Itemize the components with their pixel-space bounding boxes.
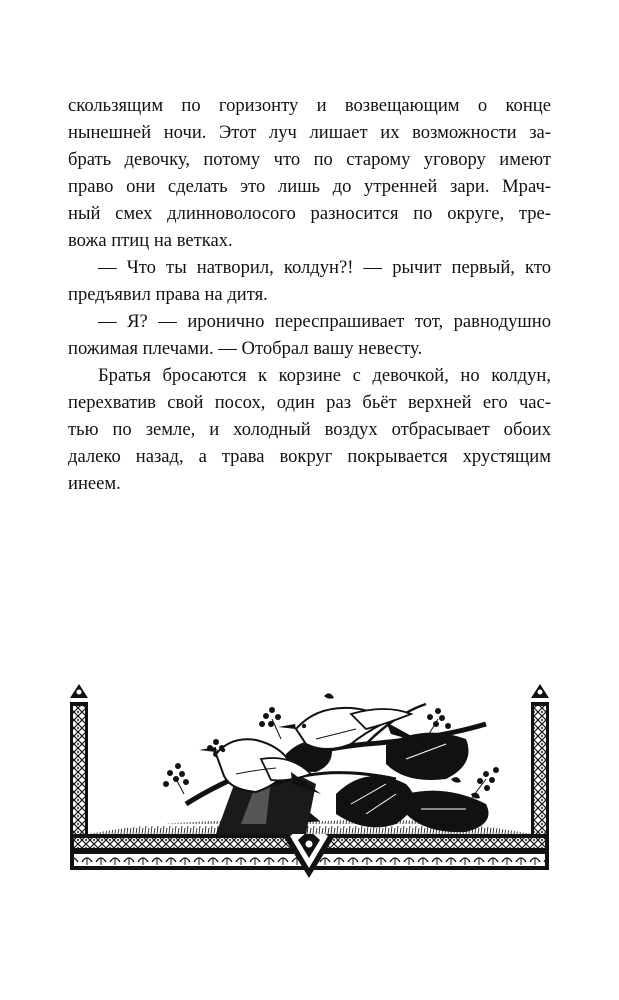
text-line: право они сделать это лишь до утренней зари. Мрач- [68,176,551,197]
text-line: брать девочку, потому что по старому уговору имеют [68,149,551,170]
text-line: перехватив свой посох, один раз бьёт верхней его час- [68,392,551,413]
dialogue-line: предъявил права на дитя. [68,284,268,305]
dialogue-line: — Я? — иронично переспрашивает тот, равнодушно [98,311,551,332]
birds-on-rowan-branch-illustration-icon [66,684,553,878]
text-line: скользящим по горизонту и возвещающим о конце [68,95,551,116]
text-line: Братья бросаются к корзине с девочкой, но колдун, [98,365,551,386]
dialogue-line: — Что ты натворил, колдун?! — рычит первый, кто [98,257,551,278]
body-text [68,92,551,497]
text-line: ный смех длинноволосого разносится по округе, тре- [68,203,551,224]
text-line: нынешней ночи. Этот луч лишает их возможности за- [68,122,551,143]
text-line: инеем. [68,473,121,494]
text-line: вожа птиц на ветках. [68,230,233,251]
text-line: тью по земле, и холодный воздух отбрасывает обоих [68,419,551,440]
dialogue-line: пожимая плечами. — Отобрал вашу невесту. [68,338,423,359]
text-line: далеко назад, а трава вокруг покрывается хрустящим [68,446,551,467]
